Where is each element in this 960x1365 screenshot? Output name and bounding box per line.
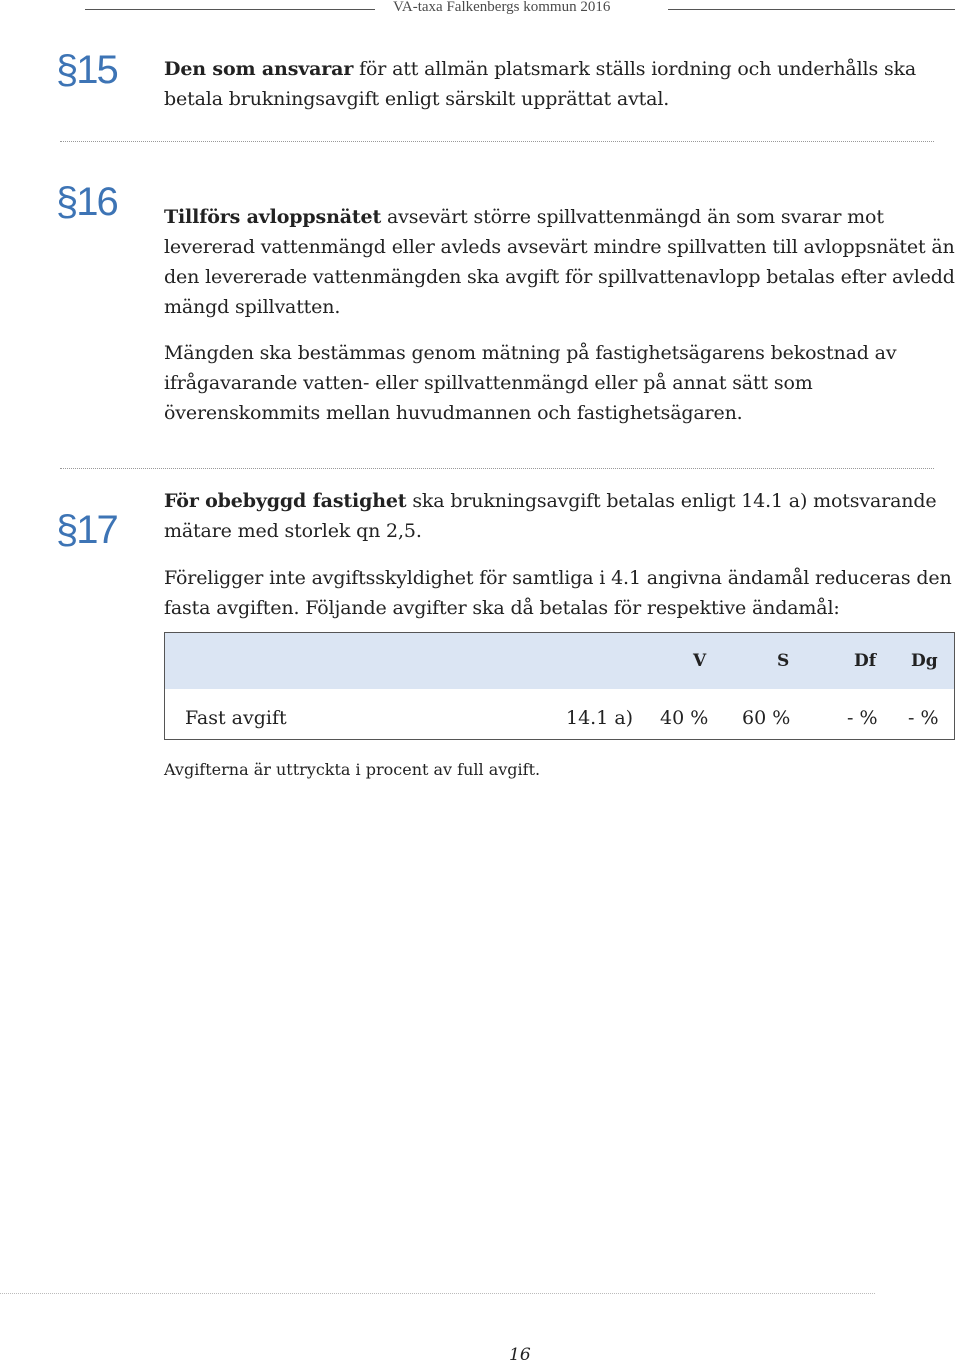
column-header-s: S [777,651,790,671]
section-number: §16 [56,180,117,224]
cell-df: - % [847,707,878,729]
header-title: VA-taxa Falkenbergs kommun 2016 [393,0,611,15]
section-paragraph [164,338,960,428]
section-number: §17 [56,508,117,552]
column-header-dg: Dg [911,651,938,671]
header-rule-left [85,9,375,10]
page-header [85,0,955,18]
footer-divider [0,1293,875,1294]
section-paragraph [164,563,960,623]
header-rule-right [668,9,955,10]
cell-s: 60 % [742,707,791,729]
paragraph-bold-lead: För obebyggd fastighet [164,490,407,512]
row-label: Fast avgift [185,707,287,729]
paragraph-text: för att allmän platsmark ställs iordning och underhålls ska betala brukningsavgift enligt särskilt upprättat avtal. [164,58,917,110]
column-header-v: V [693,651,707,671]
paragraph-bold-lead: Den som ansvarar [164,58,354,80]
paragraph-bold-lead: Tillförs avloppsnätet [164,206,382,228]
section-divider [60,468,934,469]
fee-table [164,632,955,740]
paragraph-text: Mängden ska bestämmas genom mätning på fastighetsägarens bekostnad av ifrågavarande vatten- eller spillvattenmängd eller på annat sätt som överenskommits mellan huvudmannen och fastighetsägaren. [164,342,897,424]
table-header-row [165,633,954,689]
paragraph-text: ska brukningsavgift betalas enligt 14.1 a) motsvarande mätare med storlek qn 2,5. [164,490,937,542]
section-paragraph [164,486,960,546]
section-paragraph [164,202,960,322]
table-note: Avgifterna är uttryckta i procent av full avgift. [164,760,541,779]
cell-v: 40 % [660,707,709,729]
paragraph-text: Föreligger inte avgiftsskyldighet för samtliga i 4.1 angivna ändamål reduceras den fasta avgiften. Följande avgifter ska då betalas för respektive ändamål: [164,567,952,619]
row-reference: 14.1 a) [566,707,634,729]
page-number: 16 [509,1345,531,1365]
section-divider [60,141,934,142]
cell-dg: - % [908,707,939,729]
section-number: §15 [56,48,117,92]
column-header-df: Df [854,651,877,671]
paragraph-text: avsevärt större spillvattenmängd än som svarar mot levererad vattenmängd eller avleds avsevärt mindre spillvatten till avloppsnätet än den levererade vattenmängden ska avgift för spillvattenavlopp betalas efter avledd mängd spillvatten. [164,206,955,318]
section-paragraph [164,54,960,114]
